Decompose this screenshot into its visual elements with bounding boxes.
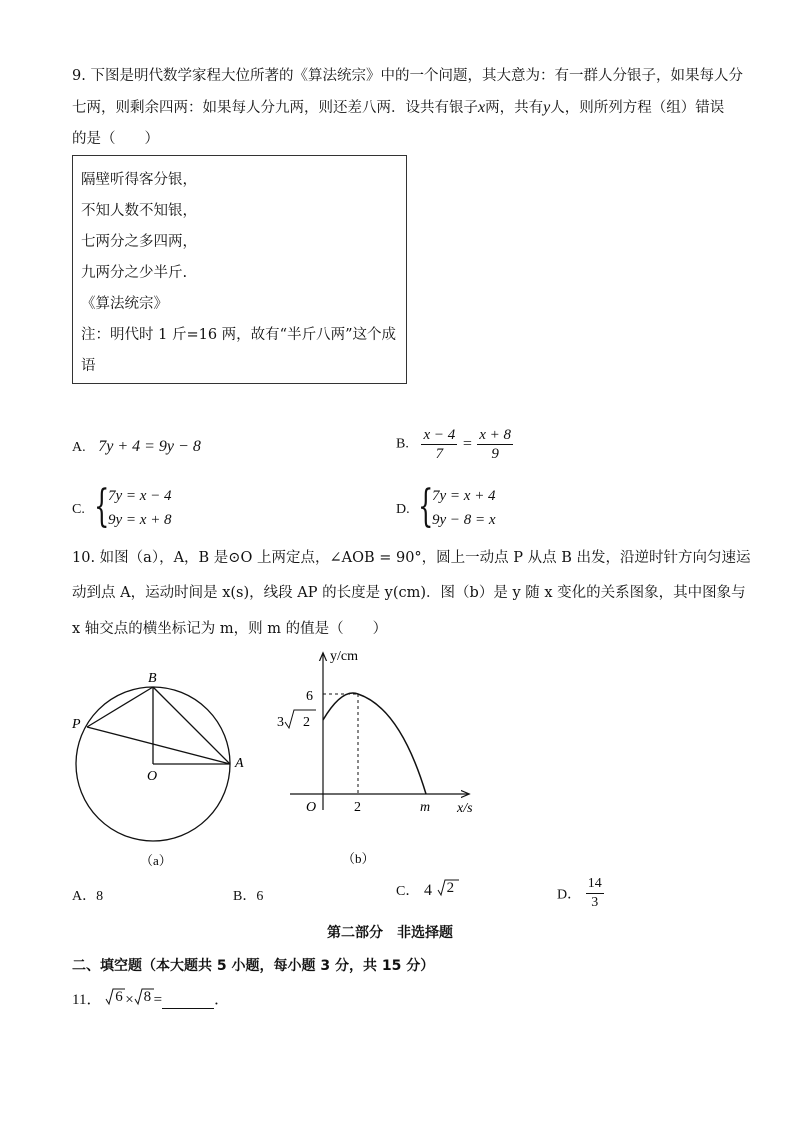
q9-text-line2: 七两，则剩余四两：如果每人分九两，则还差八两．设共有银子x两，共有y人，则所列方程（组）错误: [72, 99, 725, 116]
x-axis-label: x/s: [457, 801, 473, 816]
poem-line: 《算法统宗》: [81, 296, 168, 312]
q9-option-b[interactable]: B. $\frac{x - 4}{7}$ = $\frac{x + 8}{9}$: [396, 427, 512, 462]
caption-b: （b）: [342, 851, 375, 866]
x-tick-m: m: [420, 800, 431, 815]
q9-text-line1: 9. 下图是明代数学家程大位所著的《算法统宗》中的一个问题，其大意为：有一群人分银子，如果每人分: [72, 68, 743, 84]
y-tick-root-arg: 2: [303, 715, 310, 730]
poem-line: 语: [81, 358, 96, 374]
brace: {: [94, 481, 110, 532]
sqrt: 6: [105, 989, 125, 1007]
y-axis-label: y/cm: [330, 649, 358, 664]
segment-pa: [87, 727, 230, 764]
fraction: $\frac{x - 4}{7}$: [423, 427, 456, 462]
poem-box: [72, 155, 407, 384]
part2-title: 第二部分 非选择题: [327, 925, 453, 941]
label-b: B: [148, 671, 157, 686]
sqrt-sign: [285, 710, 316, 728]
x-tick-2: 2: [354, 800, 361, 815]
q9-option-a[interactable]: A. 7y + 4 = 9y − 8: [72, 438, 201, 455]
poem-line: 不知人数不知银，: [81, 203, 197, 219]
origin-label: O: [306, 800, 317, 815]
q10-option-d[interactable]: D． $\frac{14}{3}$: [557, 876, 602, 910]
fraction: $\frac{x + 8}{9}$: [479, 427, 512, 462]
y-tick-root-coef: 3: [277, 715, 284, 730]
label-a: A: [235, 756, 244, 771]
label-p: P: [72, 717, 81, 732]
caption-a: （a）: [140, 853, 172, 868]
q10-text-line2: 动到点 A，运动时间是 x(s)，线段 AP 的长度是 y(cm)．图（b）是 y 随 x 变化的关系图象，其中图象与: [72, 585, 746, 601]
segment-bp: [87, 687, 153, 727]
sqrt: 2: [437, 880, 459, 898]
sqrt: 8: [134, 989, 154, 1007]
brace: {: [418, 481, 434, 532]
poem-line: 注：明代时 1 斤=16 两，故有“半斤八两”这个成: [81, 327, 396, 343]
q9-text-line3: 的是（ ）: [72, 131, 159, 147]
figure-a: [60, 660, 260, 875]
q11: 11． 6 × 8 = ．: [72, 989, 230, 1008]
q10-option-b[interactable]: B．6: [233, 889, 264, 904]
poem-line: 九两分之少半斤.: [81, 265, 188, 281]
section2-title: 二、填空题（本大题共 5 小题，每小题 3 分，共 15 分）: [72, 958, 435, 974]
q10-text-line1: 10. 如图（a），A，B 是⊙O 上两定点，∠AOB = 90°，圆上一动点 P 从点 B 出发，沿逆时针方向匀速运: [72, 550, 751, 566]
poem-line: 七两分之多四两，: [81, 234, 197, 250]
q10-option-c[interactable]: C． 4 2: [396, 880, 459, 900]
fraction: $\frac{14}{3}$: [587, 876, 602, 910]
label-o: O: [147, 769, 158, 784]
poem-line: 隔壁听得客分银，: [81, 172, 197, 188]
q10-option-a[interactable]: A．8: [72, 889, 104, 904]
graph-curve: [323, 693, 426, 794]
segment-ba: [153, 687, 230, 764]
figure-b: [270, 648, 485, 873]
q10-text-line3: x 轴交点的横坐标记为 m，则 m 的值是（ ）: [72, 621, 388, 637]
answer-blank[interactable]: [162, 994, 214, 1009]
y-tick-6: 6: [306, 689, 313, 704]
